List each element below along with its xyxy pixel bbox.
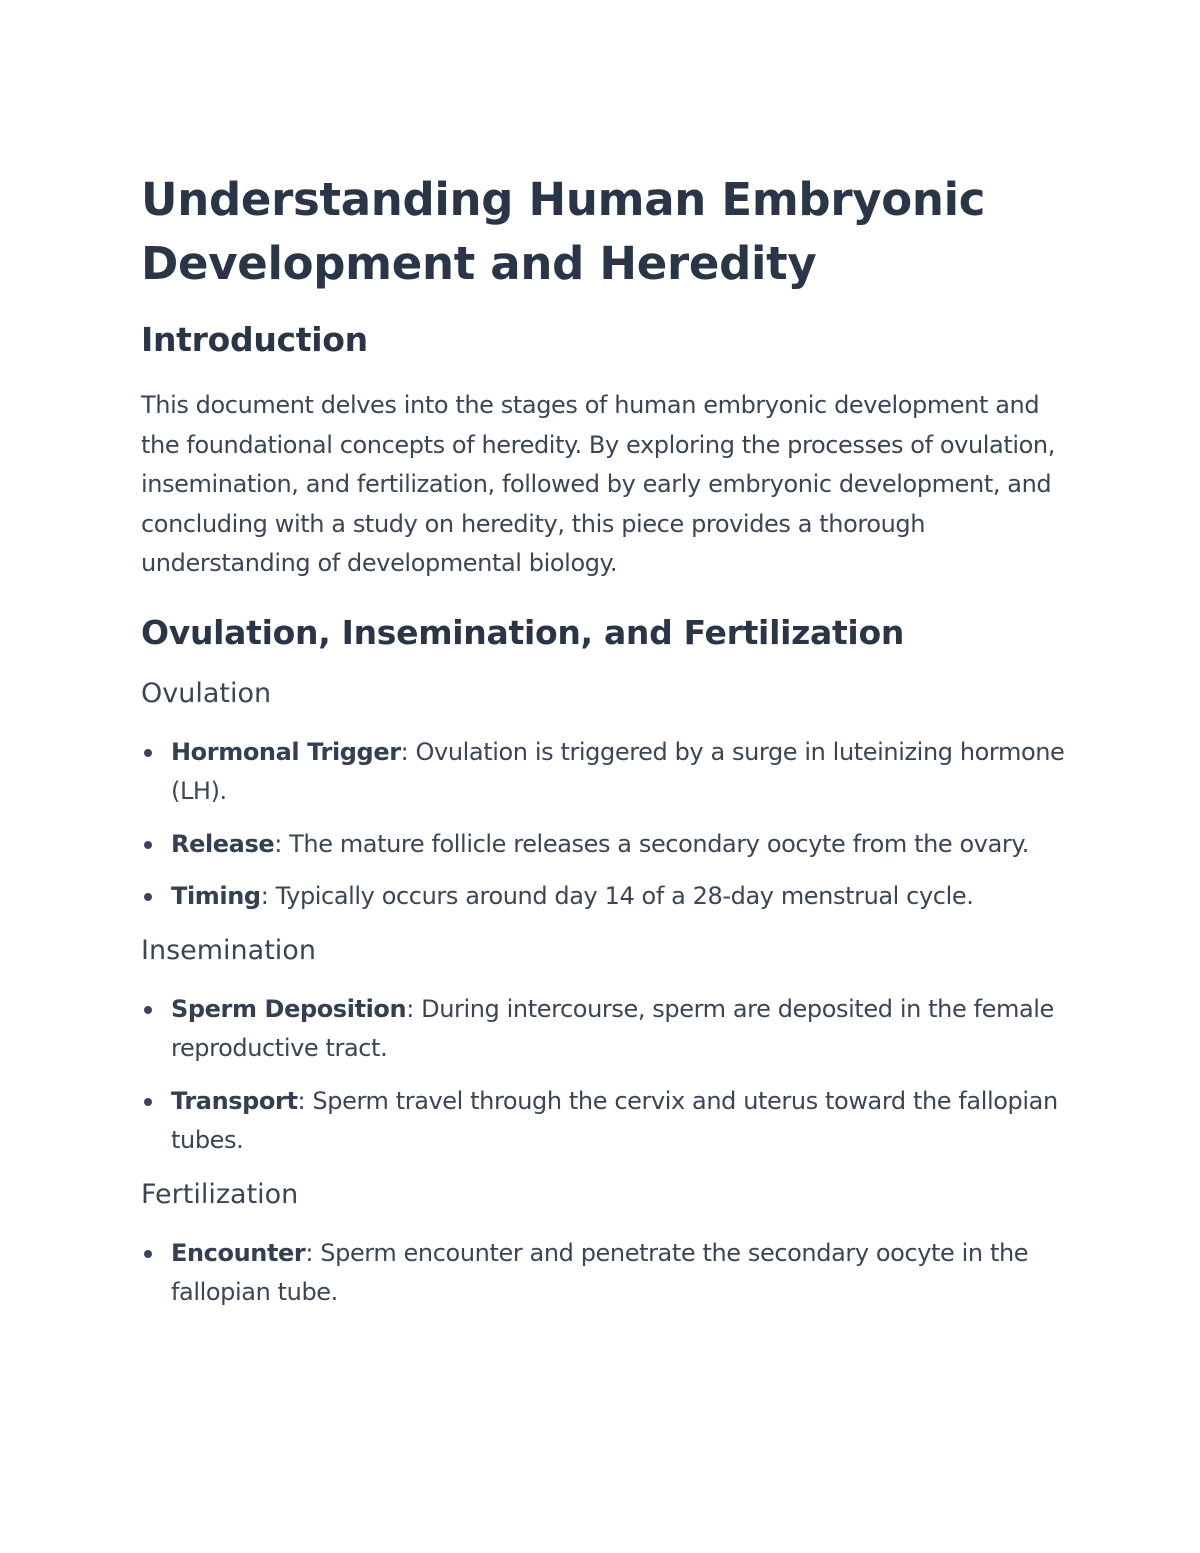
document-page bbox=[141, 168, 1071, 1328]
list-item-term: Timing bbox=[171, 882, 261, 910]
list-item-text: : Ovulation is triggered by a surge in luteinizing hormone (LH). bbox=[171, 737, 1065, 805]
ovulation-list bbox=[141, 733, 1071, 917]
list-item bbox=[141, 733, 1071, 812]
subsection-heading-ovulation: Ovulation bbox=[141, 677, 272, 709]
bullet-icon bbox=[144, 893, 152, 901]
list-item-text: : Sperm encounter and penetrate the secondary oocyte in the fallopian tube. bbox=[171, 1238, 1029, 1306]
bullet-icon bbox=[144, 841, 152, 849]
list-item bbox=[141, 825, 1071, 865]
subsection-heading-insemination: Insemination bbox=[141, 934, 316, 966]
list-item-term: Hormonal Trigger bbox=[171, 737, 401, 766]
bullet-icon bbox=[144, 1006, 152, 1014]
introduction-paragraph: This document delves into the stages of human embryonic development and the foundational concepts of heredity. By exploring the processes of ovulation, insemination, and fertilization, followed by early embryonic development, and concluding with a study on heredity, this piece provides a thorough understanding of developmental biology. bbox=[141, 391, 1055, 577]
bullet-icon bbox=[144, 1250, 152, 1258]
introduction-heading: Introduction bbox=[141, 320, 368, 359]
list-item-term: Transport bbox=[171, 1086, 298, 1115]
document-title: Understanding Human Embryonic Development and Heredity bbox=[141, 173, 986, 290]
list-item bbox=[141, 877, 1071, 917]
insemination-list bbox=[141, 990, 1071, 1161]
fertilization-list bbox=[141, 1234, 1071, 1313]
list-item-text: : The mature follicle releases a secondary oocyte from the ovary. bbox=[274, 829, 1029, 858]
list-item-text: : During intercourse, sperm are deposited in the female reproductive tract. bbox=[171, 994, 1054, 1062]
list-item-term: Release bbox=[171, 829, 275, 858]
bullet-icon bbox=[144, 749, 152, 757]
list-item-term: Sperm Deposition bbox=[171, 994, 407, 1023]
subsection-heading-fertilization: Fertilization bbox=[141, 1178, 299, 1210]
bullet-icon bbox=[144, 1098, 152, 1106]
list-item bbox=[141, 1082, 1071, 1161]
section-heading-ovulation-insemination-fertilization: Ovulation, Insemination, and Fertilization bbox=[141, 612, 905, 652]
list-item-text: : Sperm travel through the cervix and uterus toward the fallopian tubes. bbox=[171, 1086, 1058, 1154]
list-item bbox=[141, 1234, 1071, 1313]
list-item bbox=[141, 990, 1071, 1069]
list-item-text: : Typically occurs around day 14 of a 28-day menstrual cycle. bbox=[260, 882, 974, 910]
list-item-term: Encounter bbox=[171, 1238, 306, 1267]
